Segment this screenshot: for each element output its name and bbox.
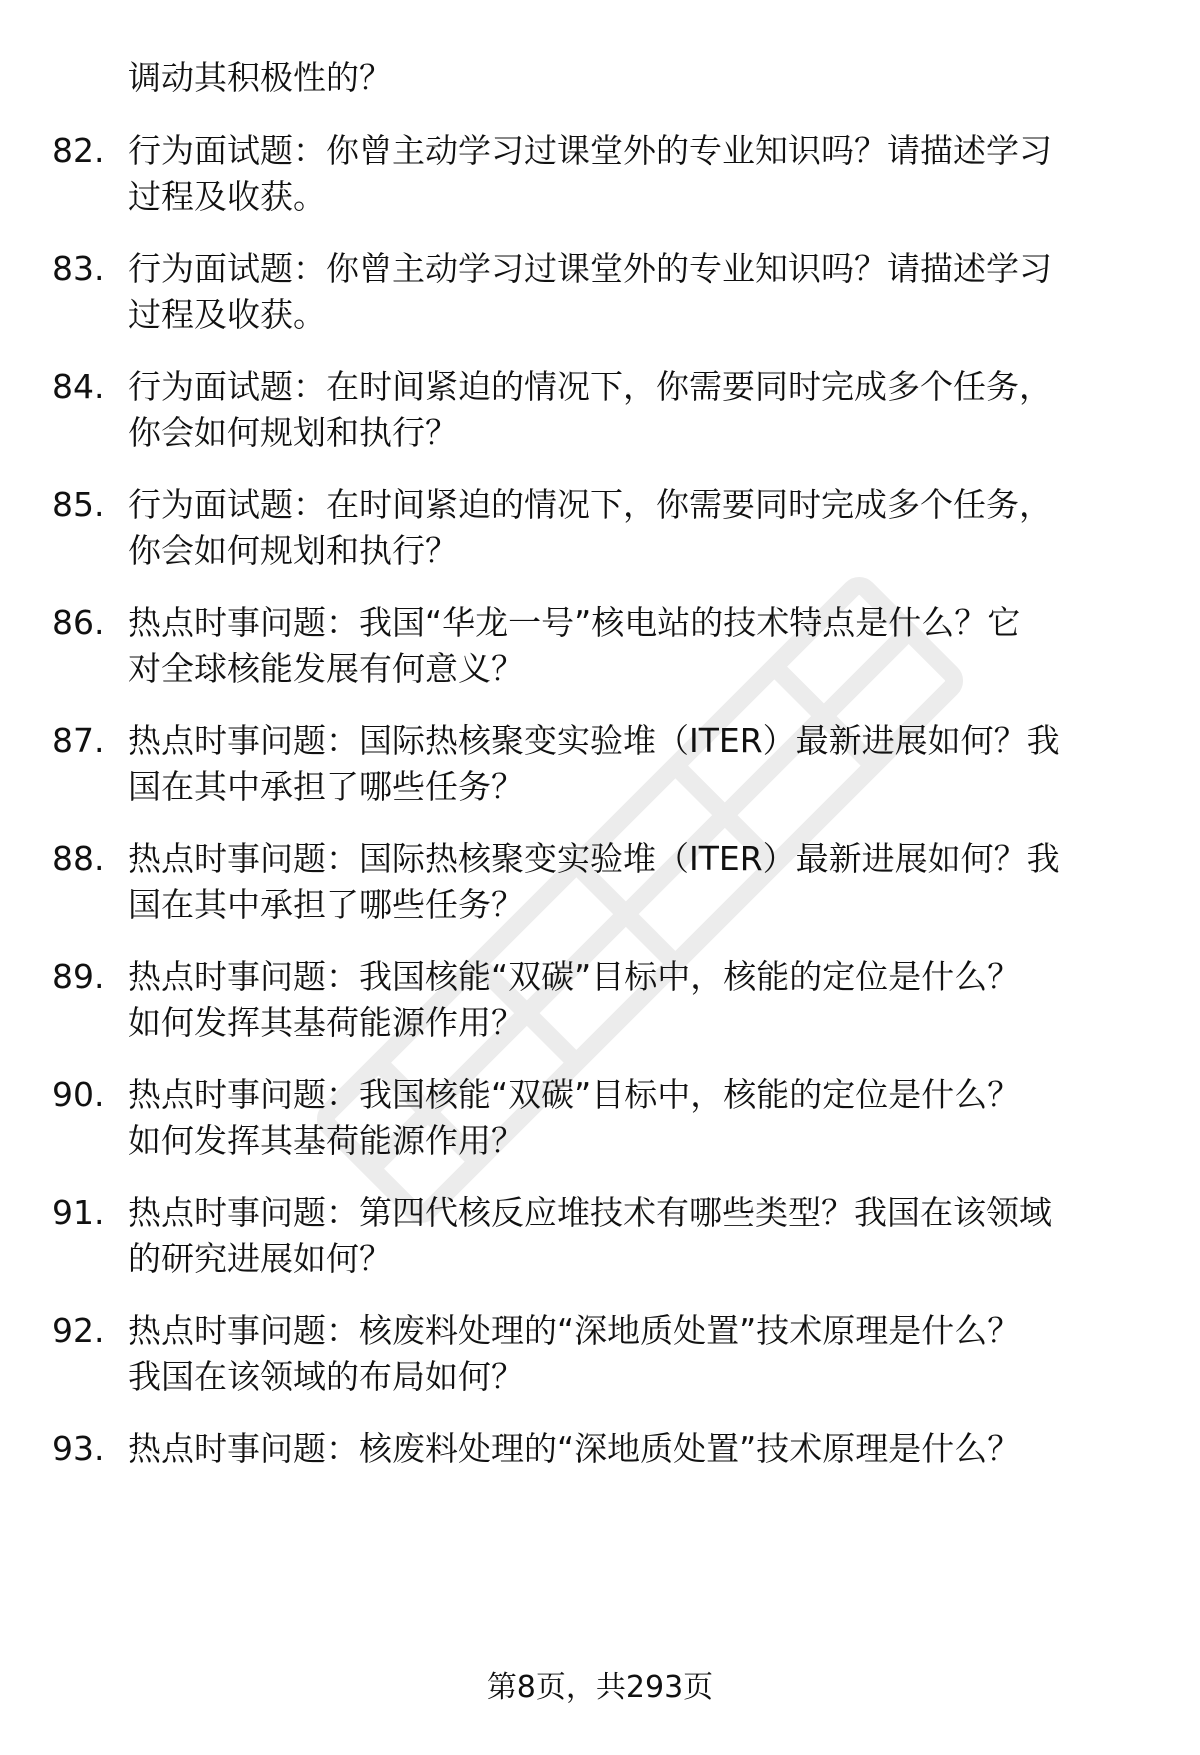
item-text-line: 行为面试题：你曾主动学习过课堂外的专业知识吗？请描述学习 — [128, 131, 1052, 170]
item-text-line: 热点时事问题：国际热核聚变实验堆（ITER）最新进展如何？我 — [128, 721, 1060, 760]
item-number: 92. — [52, 1311, 105, 1350]
item-text-line: 的研究进展如何？ — [128, 1239, 392, 1278]
item-text-line: 国在其中承担了哪些任务？ — [128, 885, 524, 924]
item-text-line: 你会如何规划和执行？ — [128, 413, 458, 452]
item-text-line: 对全球核能发展有何意义？ — [128, 649, 524, 688]
item-text-line: 热点时事问题：核废料处理的“深地质处置”技术原理是什么？ — [128, 1311, 1021, 1350]
item-text-line: 过程及收获。 — [128, 177, 326, 216]
item-text-line: 调动其积极性的？ — [128, 58, 392, 97]
item-text-line: 行为面试题：在时间紧迫的情况下，你需要同时完成多个任务， — [128, 367, 1052, 406]
item-text-line: 热点时事问题：国际热核聚变实验堆（ITER）最新进展如何？我 — [128, 839, 1060, 878]
item-text-line: 热点时事问题：我国“华龙一号”核电站的技术特点是什么？它 — [128, 603, 1021, 642]
item-text-line: 国在其中承担了哪些任务？ — [128, 767, 524, 806]
item-number: 89. — [52, 957, 105, 996]
item-text-line: 过程及收获。 — [128, 295, 326, 334]
item-number: 85. — [52, 485, 105, 524]
item-text-line: 行为面试题：在时间紧迫的情况下，你需要同时完成多个任务， — [128, 485, 1052, 524]
item-number: 90. — [52, 1075, 105, 1114]
item-number: 91. — [52, 1193, 105, 1232]
item-text-line: 热点时事问题：我国核能“双碳”目标中，核能的定位是什么？ — [128, 1075, 1021, 1114]
item-text-line: 如何发挥其基荷能源作用？ — [128, 1003, 524, 1042]
item-number: 93. — [52, 1429, 105, 1468]
item-number: 84. — [52, 367, 105, 406]
item-text-line: 热点时事问题：第四代核反应堆技术有哪些类型？我国在该领域 — [128, 1193, 1052, 1232]
item-number: 88. — [52, 839, 105, 878]
item-number: 83. — [52, 249, 105, 288]
item-text-line: 行为面试题：你曾主动学习过课堂外的专业知识吗？请描述学习 — [128, 249, 1052, 288]
item-number: 86. — [52, 603, 105, 642]
item-text-line: 你会如何规划和执行？ — [128, 531, 458, 570]
item-number: 87. — [52, 721, 105, 760]
item-text-line: 热点时事问题：核废料处理的“深地质处置”技术原理是什么？ — [128, 1429, 1021, 1468]
item-text-line: 如何发挥其基荷能源作用？ — [128, 1121, 524, 1160]
item-text-line: 我国在该领域的布局如何？ — [128, 1357, 524, 1396]
item-number: 82. — [52, 131, 105, 170]
page-number-footer: 第8页，共293页 — [486, 1670, 714, 1705]
item-text-line: 热点时事问题：我国核能“双碳”目标中，核能的定位是什么？ — [128, 957, 1021, 996]
